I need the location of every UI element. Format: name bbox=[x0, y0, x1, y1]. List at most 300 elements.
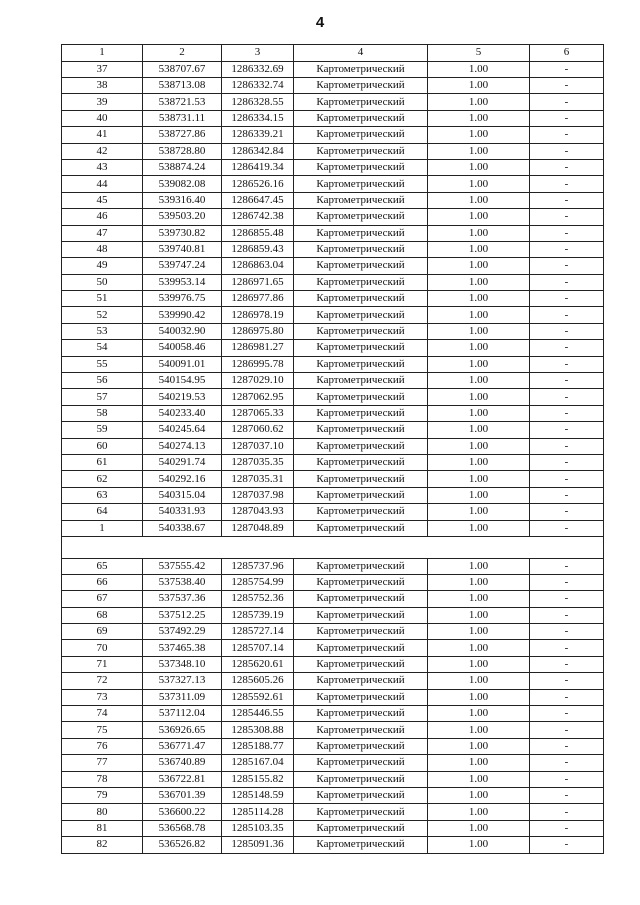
table-cell: 53 bbox=[62, 323, 143, 339]
header-cell: 3 bbox=[222, 45, 294, 62]
table-cell: 1.00 bbox=[428, 340, 530, 356]
table-cell: Картометрический bbox=[294, 274, 428, 290]
table-row bbox=[62, 405, 604, 421]
table-cell: - bbox=[530, 307, 604, 323]
table-cell: 1.00 bbox=[428, 607, 530, 623]
table-cell: - bbox=[530, 143, 604, 159]
table-cell: 1287029.10 bbox=[222, 373, 294, 389]
table-row bbox=[62, 258, 604, 274]
table-cell: Картометрический bbox=[294, 323, 428, 339]
table-cell: 540245.64 bbox=[143, 422, 222, 438]
table-cell: 536722.81 bbox=[143, 771, 222, 787]
table-cell: 1285148.59 bbox=[222, 787, 294, 803]
table-cell: Картометрический bbox=[294, 640, 428, 656]
table-cell: 539747.24 bbox=[143, 258, 222, 274]
table-cell: 1286863.04 bbox=[222, 258, 294, 274]
table-row bbox=[62, 389, 604, 405]
table-cell: 1287043.93 bbox=[222, 504, 294, 520]
table-cell: 66 bbox=[62, 574, 143, 590]
table-row bbox=[62, 307, 604, 323]
table-cell: 538728.80 bbox=[143, 143, 222, 159]
table-cell: 75 bbox=[62, 722, 143, 738]
table-cell: Картометрический bbox=[294, 558, 428, 574]
table-row bbox=[62, 504, 604, 520]
table-cell: 1.00 bbox=[428, 405, 530, 421]
table-row bbox=[62, 454, 604, 470]
table-row bbox=[62, 274, 604, 290]
table-row bbox=[62, 291, 604, 307]
table-cell: 1.00 bbox=[428, 291, 530, 307]
table-cell: 539503.20 bbox=[143, 209, 222, 225]
table-cell: 59 bbox=[62, 422, 143, 438]
table-cell: 67 bbox=[62, 591, 143, 607]
table-cell: 1285188.77 bbox=[222, 738, 294, 754]
table-cell: 536526.82 bbox=[143, 837, 222, 853]
table-cell: 536701.39 bbox=[143, 787, 222, 803]
table-cell: Картометрический bbox=[294, 706, 428, 722]
table-cell: 81 bbox=[62, 820, 143, 836]
table-cell: 1.00 bbox=[428, 258, 530, 274]
table-row bbox=[62, 787, 604, 803]
table-cell: Картометрический bbox=[294, 127, 428, 143]
table-cell: 1285752.36 bbox=[222, 591, 294, 607]
table-row bbox=[62, 61, 604, 77]
table-cell: 538874.24 bbox=[143, 159, 222, 175]
table-cell: 1287062.95 bbox=[222, 389, 294, 405]
table-row bbox=[62, 689, 604, 705]
table-cell: 71 bbox=[62, 656, 143, 672]
table-cell: 1.00 bbox=[428, 143, 530, 159]
table-cell: 1.00 bbox=[428, 159, 530, 175]
table-cell: 1285620.61 bbox=[222, 656, 294, 672]
table-row bbox=[62, 640, 604, 656]
table-row bbox=[62, 771, 604, 787]
table-cell: 539730.82 bbox=[143, 225, 222, 241]
table-cell: 65 bbox=[62, 558, 143, 574]
table-cell: 539082.08 bbox=[143, 176, 222, 192]
table-cell: - bbox=[530, 422, 604, 438]
table-cell: 1.00 bbox=[428, 110, 530, 126]
table-cell: - bbox=[530, 771, 604, 787]
table-cell: 45 bbox=[62, 192, 143, 208]
table-cell: Картометрический bbox=[294, 405, 428, 421]
table-cell: 540091.01 bbox=[143, 356, 222, 372]
table-cell: Картометрический bbox=[294, 520, 428, 536]
table-cell: 1286859.43 bbox=[222, 241, 294, 257]
table-cell: 1285739.19 bbox=[222, 607, 294, 623]
table-cell: 1286332.69 bbox=[222, 61, 294, 77]
table-cell: 537465.38 bbox=[143, 640, 222, 656]
table-cell: Картометрический bbox=[294, 159, 428, 175]
table-cell: Картометрический bbox=[294, 722, 428, 738]
table-row bbox=[62, 804, 604, 820]
table-row bbox=[62, 656, 604, 672]
table-cell: 47 bbox=[62, 225, 143, 241]
table-cell: 1.00 bbox=[428, 755, 530, 771]
table-cell: 540032.90 bbox=[143, 323, 222, 339]
table-cell: Картометрический bbox=[294, 771, 428, 787]
table-cell: Картометрический bbox=[294, 307, 428, 323]
table-cell: 540331.93 bbox=[143, 504, 222, 520]
table-cell: 1286975.80 bbox=[222, 323, 294, 339]
table-cell: - bbox=[530, 673, 604, 689]
table-cell: - bbox=[530, 438, 604, 454]
table-cell: 1285446.55 bbox=[222, 706, 294, 722]
table-cell: 1285592.61 bbox=[222, 689, 294, 705]
table-cell: Картометрический bbox=[294, 110, 428, 126]
table-cell: 1.00 bbox=[428, 820, 530, 836]
table-cell: Картометрический bbox=[294, 624, 428, 640]
table-row bbox=[62, 755, 604, 771]
table-cell: - bbox=[530, 258, 604, 274]
table-cell: 1285091.36 bbox=[222, 837, 294, 853]
table-cell: 68 bbox=[62, 607, 143, 623]
table-cell: Картометрический bbox=[294, 143, 428, 159]
table-cell: - bbox=[530, 706, 604, 722]
table-cell: 537512.25 bbox=[143, 607, 222, 623]
table-cell: 537112.04 bbox=[143, 706, 222, 722]
header-cell: 4 bbox=[294, 45, 428, 62]
table-cell: 1287037.98 bbox=[222, 487, 294, 503]
coordinates-table bbox=[61, 44, 604, 854]
table-cell: 1287035.31 bbox=[222, 471, 294, 487]
table-cell: 1.00 bbox=[428, 689, 530, 705]
table-cell: 539740.81 bbox=[143, 241, 222, 257]
table-cell: 1286647.45 bbox=[222, 192, 294, 208]
table-cell: 1.00 bbox=[428, 422, 530, 438]
table-row bbox=[62, 591, 604, 607]
header-cell: 6 bbox=[530, 45, 604, 62]
table-row bbox=[62, 520, 604, 536]
table-cell: - bbox=[530, 738, 604, 754]
table-cell: 537538.40 bbox=[143, 574, 222, 590]
table-row bbox=[62, 471, 604, 487]
table-row bbox=[62, 127, 604, 143]
header-cell: 1 bbox=[62, 45, 143, 62]
table-cell: - bbox=[530, 405, 604, 421]
table-cell: 42 bbox=[62, 143, 143, 159]
table-cell: 70 bbox=[62, 640, 143, 656]
table-row bbox=[62, 607, 604, 623]
table-row bbox=[62, 209, 604, 225]
table-body-part2 bbox=[62, 558, 604, 853]
table-cell: 1.00 bbox=[428, 520, 530, 536]
table-cell: 1.00 bbox=[428, 673, 530, 689]
table-cell: 43 bbox=[62, 159, 143, 175]
table-gap bbox=[62, 536, 604, 558]
table-cell: 1 bbox=[62, 520, 143, 536]
table-cell: 1285737.96 bbox=[222, 558, 294, 574]
table-cell: 1.00 bbox=[428, 274, 530, 290]
table-cell: 540292.16 bbox=[143, 471, 222, 487]
table-cell: 1.00 bbox=[428, 389, 530, 405]
table-cell: 58 bbox=[62, 405, 143, 421]
table-cell: 50 bbox=[62, 274, 143, 290]
table-row bbox=[62, 159, 604, 175]
table-cell: Картометрический bbox=[294, 689, 428, 705]
table-cell: - bbox=[530, 373, 604, 389]
table-cell: Картометрический bbox=[294, 192, 428, 208]
table-cell: - bbox=[530, 837, 604, 853]
table-cell: - bbox=[530, 656, 604, 672]
table-cell: - bbox=[530, 209, 604, 225]
table-cell: Картометрический bbox=[294, 504, 428, 520]
table-cell: 1286977.86 bbox=[222, 291, 294, 307]
table-cell: 80 bbox=[62, 804, 143, 820]
table-row bbox=[62, 241, 604, 257]
table-cell: 1285605.26 bbox=[222, 673, 294, 689]
table-cell: - bbox=[530, 159, 604, 175]
table-cell: Картометрический bbox=[294, 591, 428, 607]
table-cell: Картометрический bbox=[294, 77, 428, 93]
table-cell: 1.00 bbox=[428, 225, 530, 241]
table-cell: 69 bbox=[62, 624, 143, 640]
table-cell: 536771.47 bbox=[143, 738, 222, 754]
table-cell: - bbox=[530, 820, 604, 836]
table-cell: Картометрический bbox=[294, 422, 428, 438]
table-cell: 537537.36 bbox=[143, 591, 222, 607]
table-cell: 1286342.84 bbox=[222, 143, 294, 159]
table-cell: - bbox=[530, 127, 604, 143]
table-cell: 539990.42 bbox=[143, 307, 222, 323]
table-cell: 63 bbox=[62, 487, 143, 503]
table-cell: Картометрический bbox=[294, 389, 428, 405]
table-cell: - bbox=[530, 689, 604, 705]
table-cell: Картометрический bbox=[294, 755, 428, 771]
table-body-part1 bbox=[62, 61, 604, 536]
table-cell: 1.00 bbox=[428, 504, 530, 520]
table-row bbox=[62, 558, 604, 574]
table-cell: - bbox=[530, 591, 604, 607]
table-cell: Картометрический bbox=[294, 607, 428, 623]
table-cell: 40 bbox=[62, 110, 143, 126]
table-cell: Картометрический bbox=[294, 656, 428, 672]
table-cell: 538727.86 bbox=[143, 127, 222, 143]
table-cell: Картометрический bbox=[294, 804, 428, 820]
table-cell: 537348.10 bbox=[143, 656, 222, 672]
table-cell: 55 bbox=[62, 356, 143, 372]
table-cell: 1.00 bbox=[428, 94, 530, 110]
table-cell: - bbox=[530, 389, 604, 405]
table-row bbox=[62, 94, 604, 110]
table-cell: 60 bbox=[62, 438, 143, 454]
table-cell: 52 bbox=[62, 307, 143, 323]
table-cell: - bbox=[530, 607, 604, 623]
table-cell: - bbox=[530, 487, 604, 503]
table-row bbox=[62, 722, 604, 738]
table-cell: 1286855.48 bbox=[222, 225, 294, 241]
table-cell: - bbox=[530, 291, 604, 307]
table-cell: 82 bbox=[62, 837, 143, 853]
table-row bbox=[62, 673, 604, 689]
table-cell: 537327.13 bbox=[143, 673, 222, 689]
table-cell: 1285155.82 bbox=[222, 771, 294, 787]
table-cell: 74 bbox=[62, 706, 143, 722]
table-cell: 61 bbox=[62, 454, 143, 470]
table-cell: 538713.08 bbox=[143, 77, 222, 93]
table-cell: 1286981.27 bbox=[222, 340, 294, 356]
table-cell: 539953.14 bbox=[143, 274, 222, 290]
table-cell: Картометрический bbox=[294, 94, 428, 110]
table-cell: 540274.13 bbox=[143, 438, 222, 454]
table-row bbox=[62, 820, 604, 836]
table-cell: 537492.29 bbox=[143, 624, 222, 640]
table-cell: 64 bbox=[62, 504, 143, 520]
table-cell: 1286328.55 bbox=[222, 94, 294, 110]
table-cell: - bbox=[530, 274, 604, 290]
table-cell: 57 bbox=[62, 389, 143, 405]
table-cell: - bbox=[530, 640, 604, 656]
table-cell: - bbox=[530, 755, 604, 771]
table-cell: - bbox=[530, 558, 604, 574]
table-cell: 1.00 bbox=[428, 471, 530, 487]
table-cell: 538721.53 bbox=[143, 94, 222, 110]
table-cell: 1.00 bbox=[428, 706, 530, 722]
table-row bbox=[62, 356, 604, 372]
table-row bbox=[62, 110, 604, 126]
table-cell: 536600.22 bbox=[143, 804, 222, 820]
table-row bbox=[62, 837, 604, 853]
table-cell: 1.00 bbox=[428, 624, 530, 640]
table-cell: 1.00 bbox=[428, 656, 530, 672]
table-cell: 62 bbox=[62, 471, 143, 487]
table-row bbox=[62, 706, 604, 722]
table-row bbox=[62, 738, 604, 754]
table-cell: Картометрический bbox=[294, 176, 428, 192]
table-cell: 1286742.38 bbox=[222, 209, 294, 225]
table-cell: - bbox=[530, 61, 604, 77]
table-cell: 1286339.21 bbox=[222, 127, 294, 143]
table-cell: 48 bbox=[62, 241, 143, 257]
table-cell: 536926.65 bbox=[143, 722, 222, 738]
table-cell: 56 bbox=[62, 373, 143, 389]
table-cell: 44 bbox=[62, 176, 143, 192]
table-cell: 46 bbox=[62, 209, 143, 225]
table-cell: Картометрический bbox=[294, 241, 428, 257]
table-cell: - bbox=[530, 340, 604, 356]
table-cell: - bbox=[530, 520, 604, 536]
table-cell: 1286995.78 bbox=[222, 356, 294, 372]
table-cell: - bbox=[530, 722, 604, 738]
table-cell: 1.00 bbox=[428, 356, 530, 372]
table-cell: Картометрический bbox=[294, 61, 428, 77]
table-cell: 540315.04 bbox=[143, 487, 222, 503]
table-cell: - bbox=[530, 110, 604, 126]
table-cell: 1286526.16 bbox=[222, 176, 294, 192]
table-cell: 1285308.88 bbox=[222, 722, 294, 738]
table-cell: Картометрический bbox=[294, 820, 428, 836]
table-cell: 537311.09 bbox=[143, 689, 222, 705]
table-row bbox=[62, 373, 604, 389]
table-cell: - bbox=[530, 471, 604, 487]
table-cell: 1285103.35 bbox=[222, 820, 294, 836]
table-cell: 39 bbox=[62, 94, 143, 110]
table-cell: - bbox=[530, 241, 604, 257]
table-cell: 1.00 bbox=[428, 640, 530, 656]
table-cell: 538731.11 bbox=[143, 110, 222, 126]
table-cell: Картометрический bbox=[294, 258, 428, 274]
table-cell: 1285727.14 bbox=[222, 624, 294, 640]
table-cell: 38 bbox=[62, 77, 143, 93]
table-cell: Картометрический bbox=[294, 673, 428, 689]
gap-cell bbox=[62, 536, 604, 558]
table-cell: Картометрический bbox=[294, 340, 428, 356]
table-cell: 37 bbox=[62, 61, 143, 77]
table-cell: 77 bbox=[62, 755, 143, 771]
table-cell: 1.00 bbox=[428, 77, 530, 93]
table-cell: - bbox=[530, 225, 604, 241]
table-row bbox=[62, 143, 604, 159]
table-cell: 1285754.99 bbox=[222, 574, 294, 590]
table-cell: - bbox=[530, 574, 604, 590]
table-cell: 1.00 bbox=[428, 209, 530, 225]
table-cell: 1.00 bbox=[428, 722, 530, 738]
table-cell: Картометрический bbox=[294, 837, 428, 853]
table-cell: 49 bbox=[62, 258, 143, 274]
table-row bbox=[62, 176, 604, 192]
table-cell: 1287065.33 bbox=[222, 405, 294, 421]
table-cell: 1286419.34 bbox=[222, 159, 294, 175]
table-cell: 41 bbox=[62, 127, 143, 143]
table-cell: 539976.75 bbox=[143, 291, 222, 307]
table-cell: 1285707.14 bbox=[222, 640, 294, 656]
table-cell: Картометрический bbox=[294, 225, 428, 241]
table-cell: 1.00 bbox=[428, 192, 530, 208]
table-cell: Картометрический bbox=[294, 373, 428, 389]
table-row bbox=[62, 192, 604, 208]
table-cell: - bbox=[530, 804, 604, 820]
table-cell: 1.00 bbox=[428, 241, 530, 257]
table-cell: 78 bbox=[62, 771, 143, 787]
table-row bbox=[62, 340, 604, 356]
table-row bbox=[62, 624, 604, 640]
table-cell: - bbox=[530, 624, 604, 640]
table-cell: 1.00 bbox=[428, 771, 530, 787]
table-cell: Картометрический bbox=[294, 738, 428, 754]
table-cell: 1287060.62 bbox=[222, 422, 294, 438]
table-cell: 539316.40 bbox=[143, 192, 222, 208]
table-cell: 1.00 bbox=[428, 558, 530, 574]
table-cell: 1.00 bbox=[428, 574, 530, 590]
table-cell: - bbox=[530, 454, 604, 470]
table-cell: 540233.40 bbox=[143, 405, 222, 421]
table-cell: - bbox=[530, 192, 604, 208]
table-cell: 1287035.35 bbox=[222, 454, 294, 470]
table-cell: 1286332.74 bbox=[222, 77, 294, 93]
table-row bbox=[62, 323, 604, 339]
table-row bbox=[62, 422, 604, 438]
table-cell: Картометрический bbox=[294, 787, 428, 803]
table-cell: 1286334.15 bbox=[222, 110, 294, 126]
table-cell: 540154.95 bbox=[143, 373, 222, 389]
table-cell: 536568.78 bbox=[143, 820, 222, 836]
table-cell: 79 bbox=[62, 787, 143, 803]
page-number: 4 bbox=[315, 14, 325, 31]
table-cell: 1286971.65 bbox=[222, 274, 294, 290]
header-row bbox=[62, 45, 604, 62]
table-cell: Картометрический bbox=[294, 487, 428, 503]
table-cell: Картометрический bbox=[294, 356, 428, 372]
table-cell: 540291.74 bbox=[143, 454, 222, 470]
table-cell: 73 bbox=[62, 689, 143, 705]
table-row bbox=[62, 77, 604, 93]
table-cell: 1.00 bbox=[428, 837, 530, 853]
header-cell: 5 bbox=[428, 45, 530, 62]
table-cell: Картометрический bbox=[294, 438, 428, 454]
table-cell: 1.00 bbox=[428, 373, 530, 389]
table-cell: 1.00 bbox=[428, 591, 530, 607]
table-cell: Картометрический bbox=[294, 471, 428, 487]
